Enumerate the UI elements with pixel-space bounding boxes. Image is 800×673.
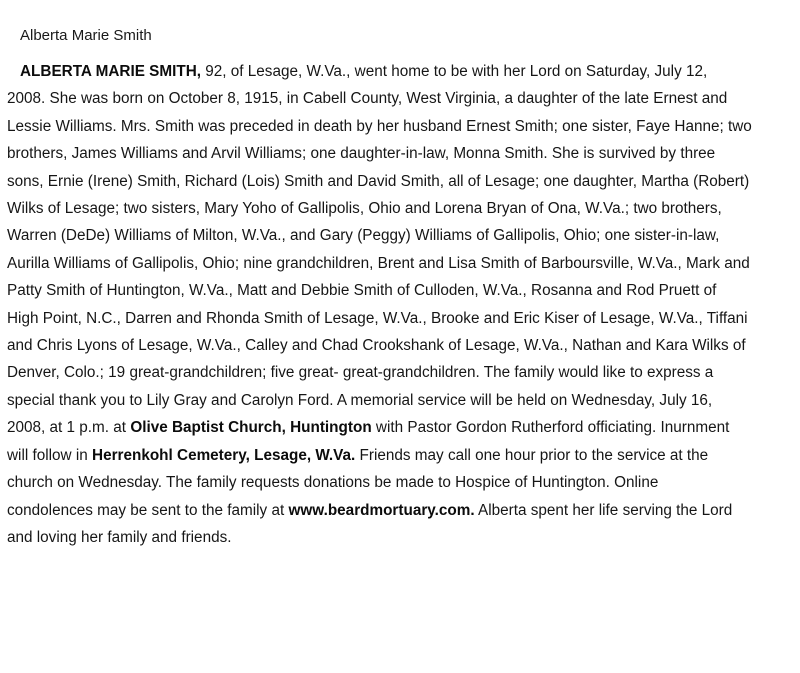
bold-text: ALBERTA MARIE SMITH,	[20, 63, 202, 80]
bold-text: www.beardmortuary.com.	[288, 501, 475, 519]
obituary-text	[7, 58, 795, 551]
obituary-line	[7, 332, 795, 359]
text-segment: sons, Ernie (Irene) Smith, Richard (Lois) Smith and David Smith, all of Lesage; one daughter, Martha (Robert)	[7, 172, 750, 190]
obituary-line	[7, 58, 795, 85]
obituary-line	[7, 140, 795, 167]
obituary-line	[7, 277, 795, 304]
text-segment: Warren (DeDe) Williams of Milton, W.Va., and Gary (Peggy) Williams of Gallipolis, Ohio; one sister-in-law,	[7, 227, 720, 245]
text-segment: Lessie Williams. Mrs. Smith was preceded in death by her husband Ernest Smith; one sister, Faye Hanne; two	[7, 117, 752, 135]
obituary-line	[7, 524, 795, 551]
obituary-line	[7, 222, 795, 249]
obituary-line	[7, 85, 795, 112]
text-segment: Denver, Colo.; 19 great-grandchildren; five great- great-grandchildren. The family would like to express a	[7, 364, 714, 382]
text-segment: and loving her family and friends.	[7, 528, 232, 546]
obituary-line	[7, 469, 795, 496]
text-segment: will follow in	[7, 446, 93, 464]
text-segment: Patty Smith of Huntington, W.Va., Matt and Debbie Smith of Culloden, W.Va., Rosanna and Rod Pruett of	[7, 282, 717, 300]
text-segment: 2008, at 1 p.m. at	[7, 419, 131, 437]
text-segment: Friends may call one hour prior to the service at the	[355, 446, 709, 464]
obituary-line	[7, 113, 795, 140]
text-segment: 2008. She was born on October 8, 1915, in Cabell County, West Virginia, a daughter of the late Ernest and	[7, 90, 728, 108]
text-segment: 92, of Lesage, W.Va., went home to be with her Lord on Saturday, July 12,	[201, 63, 708, 80]
bold-text: Herrenkohl Cemetery, Lesage, W.Va.	[92, 446, 356, 464]
text-segment: Alberta spent her life serving the Lord	[474, 501, 733, 519]
obituary-line	[7, 442, 795, 469]
obituary-line	[7, 414, 795, 441]
text-segment: special thank you to Lily Gray and Carolyn Ford. A memorial service will be held on Wednesday, July 16,	[7, 391, 713, 409]
text-segment: church on Wednesday. The family requests donations be made to Hospice of Huntington. Online	[7, 474, 659, 492]
obituary-line	[7, 168, 795, 195]
obituary-line	[7, 305, 795, 332]
text-segment: with Pastor Gordon Rutherford officiating. Inurnment	[371, 419, 730, 437]
text-segment: brothers, James Williams and Arvil Williams; one daughter-in-law, Monna Smith. She is survived by three	[7, 145, 716, 163]
text-segment: condolences may be sent to the family at	[7, 501, 289, 519]
text-segment: Aurilla Williams of Gallipolis, Ohio; nine grandchildren, Brent and Lisa Smith of Barboursville, W.Va., Mark and	[7, 254, 750, 272]
bold-text: Olive Baptist Church, Huntington	[130, 419, 372, 437]
text-segment: Wilks of Lesage; two sisters, Mary Yoho of Gallipolis, Ohio and Lorena Bryan of Ona, W.Va.; two brothers,	[7, 200, 722, 218]
obituary-line	[7, 359, 795, 386]
obituary-line	[7, 497, 795, 524]
obituary-line	[7, 195, 795, 222]
text-segment: and Chris Lyons of Lesage, W.Va., Calley and Chad Crookshank of Lesage, W.Va., Nathan and Kara Wilks of	[7, 337, 746, 355]
obituary-line	[7, 250, 795, 277]
text-segment: High Point, N.C., Darren and Rhonda Smith of Lesage, W.Va., Brooke and Eric Kiser of Lesage, W.Va., Tiffani	[7, 309, 748, 327]
obituary-line	[7, 387, 795, 414]
page-title: Alberta Marie Smith	[20, 27, 152, 44]
